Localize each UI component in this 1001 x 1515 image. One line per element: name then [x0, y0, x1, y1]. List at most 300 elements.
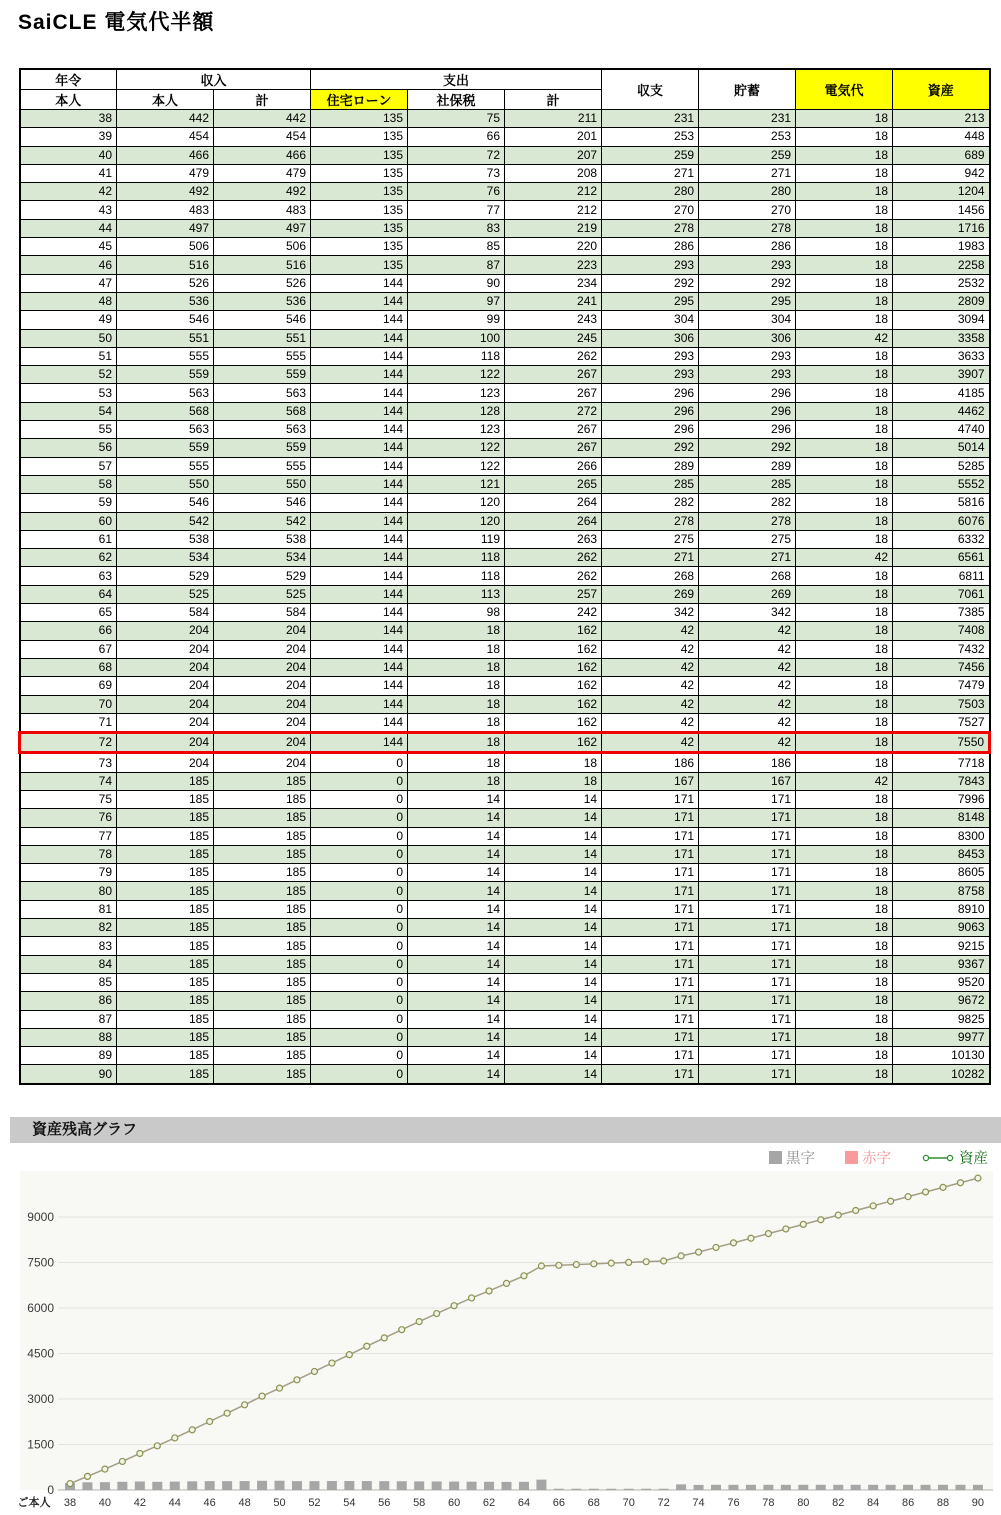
value-cell: 2258 [893, 256, 990, 274]
value-cell: 454 [214, 128, 311, 146]
value-cell: 14 [505, 1047, 602, 1065]
value-cell: 135 [311, 183, 408, 201]
x-tick-label: 66 [552, 1497, 566, 1509]
value-cell: 18 [796, 366, 893, 384]
assets-marker [224, 1410, 230, 1416]
value-cell: 18 [796, 475, 893, 493]
value-cell: 0 [311, 772, 408, 790]
value-cell: 542 [214, 512, 311, 530]
value-cell: 304 [699, 311, 796, 329]
assets-marker [207, 1419, 213, 1425]
value-cell: 42 [796, 772, 893, 790]
value-cell: 18 [796, 256, 893, 274]
value-cell: 185 [117, 864, 214, 882]
value-cell: 14 [408, 827, 505, 845]
value-cell: 18 [796, 274, 893, 292]
value-cell: 185 [117, 973, 214, 991]
value-cell: 119 [408, 530, 505, 548]
value-cell: 14 [505, 919, 602, 937]
value-cell: 18 [796, 110, 893, 128]
value-cell: 120 [408, 512, 505, 530]
value-cell: 162 [505, 713, 602, 732]
x-tick-label: 50 [273, 1497, 286, 1509]
value-cell: 506 [117, 238, 214, 256]
value-cell: 18 [796, 900, 893, 918]
value-cell: 99 [408, 311, 505, 329]
value-cell: 304 [602, 311, 699, 329]
value-cell: 144 [311, 384, 408, 402]
surplus-bar [275, 1481, 285, 1490]
value-cell: 185 [214, 790, 311, 808]
assets-marker [451, 1303, 457, 1309]
x-tick-label: 58 [413, 1497, 426, 1509]
value-cell: 492 [117, 183, 214, 201]
value-cell: 8453 [893, 845, 990, 863]
value-cell: 551 [117, 329, 214, 347]
value-cell: 171 [602, 900, 699, 918]
table-row [20, 384, 990, 402]
value-cell: 0 [311, 790, 408, 808]
value-cell: 185 [214, 955, 311, 973]
value-cell: 18 [796, 713, 893, 732]
value-cell: 118 [408, 567, 505, 585]
value-cell: 66 [408, 128, 505, 146]
surplus-bar [763, 1485, 773, 1490]
value-cell: 123 [408, 384, 505, 402]
value-cell: 42 [796, 329, 893, 347]
age-cell: 47 [20, 274, 117, 292]
age-cell: 71 [20, 713, 117, 732]
col-age-group: 年令 [20, 69, 117, 90]
value-cell: 171 [699, 1047, 796, 1065]
surplus-swatch-icon [769, 1151, 782, 1164]
value-cell: 185 [214, 900, 311, 918]
surplus-bar [536, 1480, 546, 1490]
assets-marker [277, 1385, 283, 1391]
value-cell: 185 [214, 1010, 311, 1028]
value-cell: 204 [117, 733, 214, 753]
value-cell: 14 [505, 864, 602, 882]
value-cell: 497 [214, 219, 311, 237]
assets-marker [84, 1473, 90, 1479]
value-cell: 18 [796, 384, 893, 402]
value-cell: 18 [796, 1010, 893, 1028]
value-cell: 942 [893, 164, 990, 182]
value-cell: 483 [214, 201, 311, 219]
value-cell: 559 [214, 366, 311, 384]
surplus-bar [938, 1485, 948, 1490]
value-cell: 272 [505, 402, 602, 420]
y-tick-label: 0 [47, 1483, 54, 1497]
value-cell: 1983 [893, 238, 990, 256]
value-cell: 0 [311, 845, 408, 863]
value-cell: 282 [699, 494, 796, 512]
value-cell: 98 [408, 604, 505, 622]
asset-balance-chart [0, 1165, 1001, 1515]
value-cell: 271 [699, 549, 796, 567]
value-cell: 73 [408, 164, 505, 182]
value-cell: 266 [505, 457, 602, 475]
table-row [20, 219, 990, 237]
value-cell: 584 [117, 604, 214, 622]
value-cell: 270 [602, 201, 699, 219]
age-cell: 55 [20, 421, 117, 439]
value-cell: 18 [796, 677, 893, 695]
value-cell: 18 [796, 937, 893, 955]
value-cell: 120 [408, 494, 505, 512]
line-marker-icon [921, 1152, 955, 1164]
assets-marker [853, 1207, 859, 1213]
value-cell: 442 [214, 110, 311, 128]
value-cell: 14 [408, 882, 505, 900]
value-cell: 185 [117, 772, 214, 790]
surplus-bar [606, 1489, 616, 1490]
x-tick-label: 42 [133, 1497, 146, 1509]
value-cell: 171 [699, 845, 796, 863]
value-cell: 6811 [893, 567, 990, 585]
value-cell: 42 [699, 733, 796, 753]
age-cell: 72 [20, 733, 117, 753]
table-row [20, 658, 990, 676]
col-income-self: 本人 [117, 90, 214, 110]
cashflow-table-body [20, 110, 990, 1084]
age-cell: 53 [20, 384, 117, 402]
table-row [20, 677, 990, 695]
age-cell: 50 [20, 329, 117, 347]
value-cell: 18 [796, 347, 893, 365]
surplus-bar [292, 1481, 302, 1490]
assets-marker [870, 1203, 876, 1209]
table-row [20, 457, 990, 475]
value-cell: 9672 [893, 992, 990, 1010]
surplus-bar [676, 1484, 686, 1490]
value-cell: 201 [505, 128, 602, 146]
value-cell: 14 [505, 1065, 602, 1084]
value-cell: 264 [505, 512, 602, 530]
value-cell: 42 [796, 549, 893, 567]
assets-marker [67, 1481, 73, 1487]
value-cell: 18 [505, 772, 602, 790]
value-cell: 144 [311, 640, 408, 658]
table-row [20, 604, 990, 622]
value-cell: 171 [602, 955, 699, 973]
table-row [20, 992, 990, 1010]
value-cell: 18 [796, 604, 893, 622]
table-row [20, 864, 990, 882]
age-cell: 78 [20, 845, 117, 863]
table-row [20, 402, 990, 420]
value-cell: 10130 [893, 1047, 990, 1065]
value-cell: 18 [408, 713, 505, 732]
value-cell: 14 [505, 973, 602, 991]
assets-marker [678, 1253, 684, 1259]
value-cell: 100 [408, 329, 505, 347]
value-cell: 534 [214, 549, 311, 567]
value-cell: 18 [796, 402, 893, 420]
table-row [20, 256, 990, 274]
x-tick-label: 76 [727, 1497, 740, 1509]
value-cell: 5816 [893, 494, 990, 512]
value-cell: 14 [408, 919, 505, 937]
value-cell: 0 [311, 864, 408, 882]
table-row [20, 900, 990, 918]
value-cell: 185 [117, 845, 214, 863]
age-cell: 54 [20, 402, 117, 420]
value-cell: 185 [117, 1047, 214, 1065]
value-cell: 245 [505, 329, 602, 347]
value-cell: 144 [311, 457, 408, 475]
value-cell: 8300 [893, 827, 990, 845]
value-cell: 262 [505, 567, 602, 585]
value-cell: 171 [602, 1010, 699, 1028]
assets-marker [346, 1352, 352, 1358]
value-cell: 269 [602, 585, 699, 603]
value-cell: 9825 [893, 1010, 990, 1028]
value-cell: 171 [699, 973, 796, 991]
surplus-bar [589, 1489, 599, 1490]
legend-label-assets: 資産 [959, 1151, 988, 1167]
assets-marker [800, 1221, 806, 1227]
value-cell: 0 [311, 919, 408, 937]
table-row [20, 201, 990, 219]
value-cell: 14 [408, 955, 505, 973]
value-cell: 185 [117, 1065, 214, 1084]
x-tick-label: 44 [168, 1497, 181, 1509]
value-cell: 18 [408, 640, 505, 658]
value-cell: 42 [699, 677, 796, 695]
value-cell: 0 [311, 900, 408, 918]
age-cell: 46 [20, 256, 117, 274]
value-cell: 185 [117, 827, 214, 845]
value-cell: 18 [408, 622, 505, 640]
value-cell: 14 [408, 973, 505, 991]
value-cell: 18 [796, 494, 893, 512]
value-cell: 72 [408, 146, 505, 164]
value-cell: 0 [311, 1010, 408, 1028]
assets-marker [556, 1262, 562, 1268]
age-cell: 67 [20, 640, 117, 658]
age-cell: 73 [20, 753, 117, 772]
surplus-bar [955, 1485, 965, 1490]
value-cell: 295 [602, 292, 699, 310]
value-cell: 171 [602, 1028, 699, 1046]
surplus-bar [502, 1482, 512, 1490]
table-row [20, 274, 990, 292]
value-cell: 219 [505, 219, 602, 237]
x-axis-label: ご本人 [17, 1497, 51, 1509]
age-cell: 77 [20, 827, 117, 845]
y-tick-label: 9000 [27, 1210, 54, 1224]
value-cell: 185 [214, 1065, 311, 1084]
x-tick-label: 62 [482, 1497, 496, 1509]
surplus-bar [100, 1482, 110, 1490]
value-cell: 270 [699, 201, 796, 219]
value-cell: 257 [505, 585, 602, 603]
value-cell: 42 [602, 713, 699, 732]
assets-marker [730, 1240, 736, 1246]
assets-marker [416, 1319, 422, 1325]
age-cell: 80 [20, 882, 117, 900]
x-tick-label: 88 [936, 1497, 950, 1509]
assets-marker [102, 1466, 108, 1472]
value-cell: 144 [311, 475, 408, 493]
table-row [20, 640, 990, 658]
value-cell: 1456 [893, 201, 990, 219]
table-row [20, 1028, 990, 1046]
value-cell: 87 [408, 256, 505, 274]
value-cell: 263 [505, 530, 602, 548]
value-cell: 253 [602, 128, 699, 146]
assets-marker [189, 1427, 195, 1433]
value-cell: 171 [699, 919, 796, 937]
value-cell: 144 [311, 604, 408, 622]
x-tick-label: 72 [657, 1497, 670, 1509]
value-cell: 18 [796, 622, 893, 640]
table-row [20, 183, 990, 201]
page-title: SaiCLE 電気代半額 [18, 11, 215, 34]
value-cell: 14 [505, 827, 602, 845]
value-cell: 185 [214, 772, 311, 790]
value-cell: 144 [311, 530, 408, 548]
age-cell: 68 [20, 658, 117, 676]
assets-marker [294, 1377, 300, 1383]
assets-marker [818, 1217, 824, 1223]
x-tick-label: 48 [238, 1497, 251, 1509]
cashflow-table [18, 68, 991, 1085]
assets-marker [783, 1226, 789, 1232]
value-cell: 18 [796, 992, 893, 1010]
value-cell: 185 [214, 882, 311, 900]
table-row [20, 733, 990, 753]
value-cell: 14 [408, 1010, 505, 1028]
age-cell: 70 [20, 695, 117, 713]
table-row [20, 809, 990, 827]
table-row [20, 494, 990, 512]
value-cell: 4740 [893, 421, 990, 439]
value-cell: 292 [602, 274, 699, 292]
value-cell: 144 [311, 274, 408, 292]
value-cell: 18 [796, 439, 893, 457]
surplus-bar [624, 1489, 634, 1490]
value-cell: 144 [311, 329, 408, 347]
x-tick-label: 60 [447, 1497, 461, 1509]
value-cell: 144 [311, 733, 408, 753]
value-cell: 185 [117, 992, 214, 1010]
value-cell: 231 [699, 110, 796, 128]
value-cell: 135 [311, 201, 408, 219]
value-cell: 234 [505, 274, 602, 292]
value-cell: 18 [408, 733, 505, 753]
value-cell: 526 [117, 274, 214, 292]
value-cell: 525 [117, 585, 214, 603]
value-cell: 204 [117, 695, 214, 713]
value-cell: 18 [796, 973, 893, 991]
value-cell: 271 [602, 164, 699, 182]
value-cell: 18 [796, 512, 893, 530]
value-cell: 559 [117, 439, 214, 457]
age-cell: 59 [20, 494, 117, 512]
value-cell: 118 [408, 549, 505, 567]
value-cell: 289 [602, 457, 699, 475]
value-cell: 77 [408, 201, 505, 219]
assets-marker [573, 1262, 579, 1268]
value-cell: 280 [602, 183, 699, 201]
value-cell: 204 [214, 733, 311, 753]
value-cell: 42 [602, 677, 699, 695]
value-cell: 542 [117, 512, 214, 530]
assets-marker [975, 1175, 981, 1181]
table-row [20, 292, 990, 310]
x-tick-label: 74 [692, 1497, 705, 1509]
value-cell: 204 [214, 713, 311, 732]
value-cell: 204 [214, 658, 311, 676]
value-cell: 171 [699, 882, 796, 900]
age-cell: 85 [20, 973, 117, 991]
value-cell: 171 [602, 827, 699, 845]
table-header [20, 69, 990, 110]
value-cell: 18 [796, 164, 893, 182]
table-row [20, 530, 990, 548]
assets-marker [940, 1184, 946, 1190]
col-income-total: 計 [214, 90, 311, 110]
value-cell: 18 [408, 772, 505, 790]
age-cell: 61 [20, 530, 117, 548]
value-cell: 18 [796, 585, 893, 603]
surplus-bar [205, 1481, 215, 1490]
surplus-bar [711, 1485, 721, 1490]
age-cell: 38 [20, 110, 117, 128]
value-cell: 526 [214, 274, 311, 292]
value-cell: 3358 [893, 329, 990, 347]
value-cell: 213 [893, 110, 990, 128]
value-cell: 144 [311, 713, 408, 732]
header-row-groups [20, 69, 990, 90]
table-row [20, 790, 990, 808]
value-cell: 18 [796, 146, 893, 164]
table-row [20, 329, 990, 347]
value-cell: 223 [505, 256, 602, 274]
value-cell: 18 [796, 292, 893, 310]
value-cell: 90 [408, 274, 505, 292]
x-tick-label: 52 [308, 1497, 321, 1509]
value-cell: 296 [602, 421, 699, 439]
value-cell: 144 [311, 658, 408, 676]
value-cell: 271 [699, 164, 796, 182]
value-cell: 551 [214, 329, 311, 347]
value-cell: 10282 [893, 1065, 990, 1084]
assets-marker [242, 1402, 248, 1408]
value-cell: 212 [505, 183, 602, 201]
value-cell: 207 [505, 146, 602, 164]
age-cell: 57 [20, 457, 117, 475]
surplus-bar [851, 1485, 861, 1490]
assets-marker [172, 1435, 178, 1441]
value-cell: 171 [699, 790, 796, 808]
value-cell: 204 [214, 640, 311, 658]
value-cell: 122 [408, 439, 505, 457]
value-cell: 280 [699, 183, 796, 201]
age-cell: 41 [20, 164, 117, 182]
value-cell: 282 [602, 494, 699, 512]
value-cell: 204 [214, 622, 311, 640]
age-cell: 63 [20, 567, 117, 585]
assets-marker [888, 1198, 894, 1204]
value-cell: 563 [214, 421, 311, 439]
value-cell: 144 [311, 494, 408, 512]
table-row [20, 1010, 990, 1028]
value-cell: 14 [505, 882, 602, 900]
surplus-bar [659, 1489, 669, 1490]
